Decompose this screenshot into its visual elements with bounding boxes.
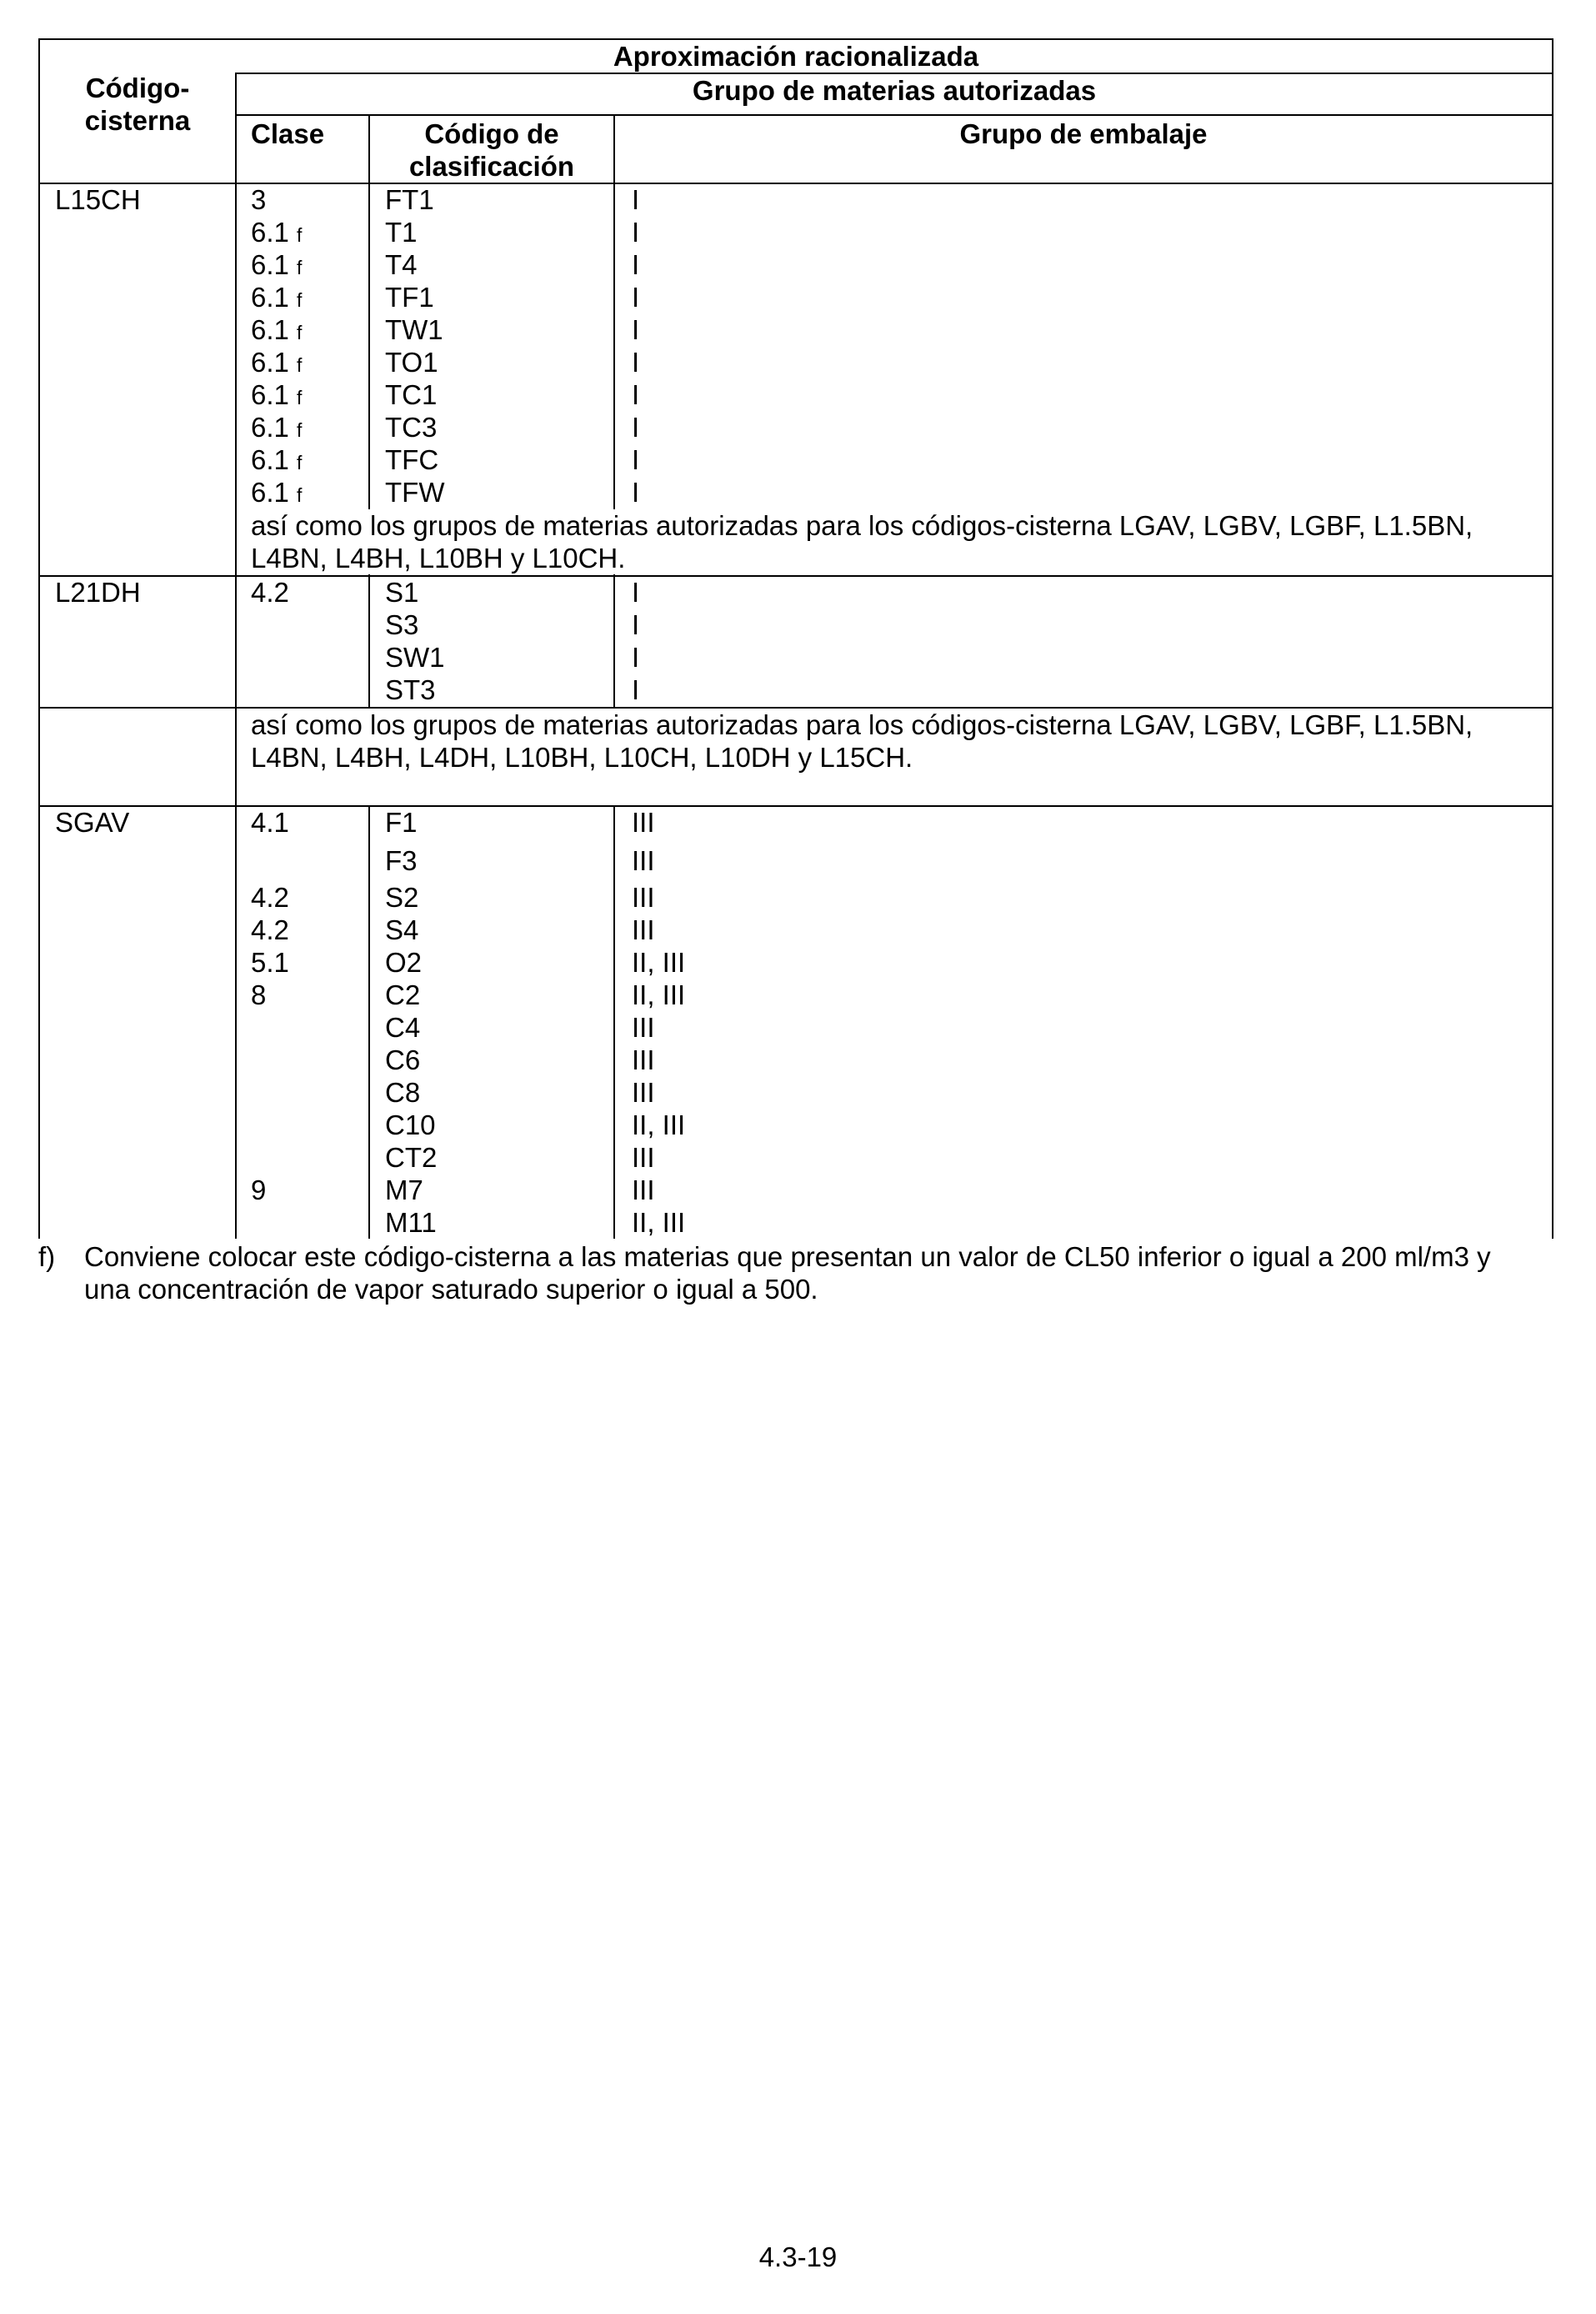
- classification-cell: TC1: [385, 379, 438, 410]
- classification-cell: F1: [385, 807, 418, 838]
- authorized-groups-header: Grupo de materias autorizadas: [692, 75, 1097, 106]
- classification-cell: TF1: [385, 282, 434, 313]
- classification-cell: C4: [385, 1012, 421, 1043]
- classification-cell: S3: [385, 609, 419, 640]
- class-column-header: Clase: [251, 118, 325, 149]
- l21dh-note: [251, 709, 1473, 774]
- classif-column-divider: [613, 114, 615, 707]
- packing-group-cell: I: [632, 412, 640, 443]
- class-cell: [251, 844, 289, 881]
- packing-group-cell: II, III: [632, 1207, 686, 1238]
- class-cell: 8: [251, 979, 267, 1010]
- class-cell: [251, 1076, 289, 1109]
- class-cell: 9: [251, 1175, 267, 1205]
- packing-group-cell: III: [632, 1077, 655, 1108]
- subheader-top-border: [235, 114, 1553, 116]
- footnote-mark: f: [297, 224, 303, 246]
- footnote-mark: f: [297, 452, 303, 473]
- packing-group-cell: III: [632, 882, 655, 913]
- class-cell: 4.1: [251, 807, 289, 838]
- packing-group-cell: I: [632, 577, 640, 608]
- packing-group-cell: I: [632, 217, 640, 248]
- classification-column-header: [370, 118, 613, 183]
- class-cell: [251, 1011, 289, 1044]
- classification-cell: T4: [385, 249, 418, 280]
- tank-code-sgav: SGAV: [55, 807, 130, 838]
- packing-group-cell: I: [632, 609, 640, 640]
- class-cell: [251, 1206, 289, 1239]
- approach-title: Aproximación racionalizada: [613, 41, 979, 72]
- packing-group-cell: III: [632, 807, 655, 838]
- classif-column-divider-sgav: [613, 805, 615, 1239]
- footnote-marker: f): [38, 1241, 56, 1272]
- class-column-divider: [368, 114, 370, 707]
- footnote-mark: f: [297, 354, 303, 376]
- packing-group-column-header: Grupo de embalaje: [959, 118, 1208, 149]
- l15ch-note: [251, 509, 1473, 574]
- page-number: 4.3-19: [758, 2241, 838, 2272]
- packing-group-cell: I: [632, 347, 640, 378]
- packing-group-cell: I: [632, 379, 640, 410]
- tank-code-l15ch: L15CH: [55, 184, 141, 215]
- classification-cell: TC3: [385, 412, 438, 443]
- class-value: 6.1: [251, 314, 289, 345]
- l21dh-classification-column: [385, 576, 445, 706]
- l21dh-note-line-2: L4BN, L4BH, L4DH, L10BH, L10CH, L10DH y L15CH.: [251, 742, 913, 773]
- class-value: 6.1: [251, 412, 289, 443]
- packing-group-cell: II, III: [632, 947, 686, 978]
- footnote-line-2: una concentración de vapor saturado superior o igual a 500.: [84, 1274, 818, 1305]
- class-cell: [251, 248, 302, 281]
- class-cell: 4.2: [251, 914, 289, 945]
- footnote-mark: f: [297, 484, 303, 506]
- class-cell: 3: [251, 184, 267, 215]
- l15ch-note-line-2: L4BN, L4BH, L10BH y L10CH.: [251, 543, 626, 573]
- classification-cell: SW1: [385, 642, 445, 673]
- class-column-divider-sgav: [368, 805, 370, 1239]
- class-cell: [251, 1044, 289, 1076]
- tank-code-l21dh: L21DH: [55, 577, 141, 608]
- classification-cell: TFC: [385, 444, 439, 475]
- packing-group-cell: I: [632, 282, 640, 313]
- tank-code-header-line-1: Código-: [85, 73, 190, 103]
- l15ch-classification-column: [385, 183, 444, 508]
- class-cell: [251, 346, 302, 378]
- table-left-border: [38, 38, 40, 1239]
- class-value: 6.1: [251, 249, 289, 280]
- class-cell: [251, 411, 302, 443]
- classification-cell: S1: [385, 577, 419, 608]
- classification-cell: S2: [385, 882, 419, 913]
- classification-cell: C6: [385, 1044, 421, 1075]
- footnote-mark: f: [297, 387, 303, 408]
- packing-group-cell: III: [632, 1142, 655, 1173]
- class-value: 6.1: [251, 477, 289, 508]
- class-cell: 4.2: [251, 577, 289, 608]
- class-value: 6.1: [251, 347, 289, 378]
- packing-group-cell: I: [632, 444, 640, 475]
- footnote-text: [84, 1240, 1491, 1305]
- sgav-class-column: [251, 806, 289, 1239]
- classification-cell: CT2: [385, 1142, 438, 1173]
- classification-cell: TW1: [385, 314, 443, 345]
- packing-group-cell: I: [632, 249, 640, 280]
- class-cell: [251, 1141, 289, 1174]
- class-cell: [251, 476, 302, 508]
- table-right-border: [1552, 38, 1553, 1239]
- packing-group-cell: III: [632, 1012, 655, 1043]
- tank-code-header-line-2: cisterna: [84, 105, 191, 136]
- class-cell: [251, 281, 302, 313]
- code-column-divider: [235, 73, 237, 1239]
- class-cell: [251, 443, 302, 476]
- classification-cell: C2: [385, 979, 421, 1010]
- class-cell: [251, 378, 302, 411]
- packing-group-cell: III: [632, 914, 655, 945]
- packing-group-cell: III: [632, 845, 655, 876]
- tank-code-header: [40, 72, 235, 137]
- l21dh-class-column: [251, 576, 289, 609]
- packing-group-cell: III: [632, 1175, 655, 1205]
- packing-group-cell: III: [632, 1044, 655, 1075]
- l21dh-note-line-1: así como los grupos de materias autorizadas para los códigos-cisterna LGAV, LGBV, LGBF, L1.5BN,: [251, 709, 1473, 740]
- class-value: 6.1: [251, 444, 289, 475]
- class-value: 6.1: [251, 217, 289, 248]
- classification-cell: F3: [385, 845, 418, 876]
- packing-group-cell: I: [632, 642, 640, 673]
- class-value: 6.1: [251, 282, 289, 313]
- classification-cell: T1: [385, 217, 418, 248]
- l21dh-packing-column: [632, 576, 639, 706]
- packing-group-cell: I: [632, 184, 640, 215]
- footnote-line-1: Conviene colocar este código-cisterna a las materias que presentan un valor de CL50 inferior o igual a 200 ml/m3 y: [84, 1241, 1491, 1272]
- footnote-mark: f: [297, 419, 303, 441]
- classification-cell: M11: [385, 1207, 437, 1238]
- packing-group-cell: I: [632, 477, 640, 508]
- sgav-packing-column: [632, 806, 685, 1239]
- classification-cell: M7: [385, 1175, 423, 1205]
- classification-cell: C8: [385, 1077, 421, 1108]
- class-cell: [251, 216, 302, 248]
- classification-cell: TFW: [385, 477, 445, 508]
- sgav-classification-column: [385, 806, 437, 1239]
- packing-group-cell: I: [632, 314, 640, 345]
- footnote-mark: f: [297, 289, 303, 311]
- l15ch-packing-column: [632, 183, 639, 508]
- l15ch-class-column: [251, 183, 302, 508]
- l15ch-note-line-1: así como los grupos de materias autorizadas para los códigos-cisterna LGAV, LGBV, LGBF, L1.5BN,: [251, 510, 1473, 541]
- class-value: 6.1: [251, 379, 289, 410]
- footnote-mark: f: [297, 257, 303, 278]
- footnote-mark: f: [297, 322, 303, 343]
- packing-group-cell: I: [632, 674, 640, 705]
- classification-cell: O2: [385, 947, 423, 978]
- classification-header-line-1: Código de: [424, 118, 559, 149]
- classification-cell: FT1: [385, 184, 434, 215]
- packing-group-cell: II, III: [632, 1109, 686, 1140]
- classification-cell: TO1: [385, 347, 438, 378]
- packing-group-cell: II, III: [632, 979, 686, 1010]
- class-cell: 5.1: [251, 947, 289, 978]
- class-cell: 4.2: [251, 882, 289, 913]
- classification-header-line-2: clasificación: [408, 151, 575, 182]
- classification-cell: S4: [385, 914, 419, 945]
- class-cell: [251, 313, 302, 346]
- classification-cell: ST3: [385, 674, 436, 705]
- classification-cell: C10: [385, 1109, 436, 1140]
- class-cell: [251, 1109, 289, 1141]
